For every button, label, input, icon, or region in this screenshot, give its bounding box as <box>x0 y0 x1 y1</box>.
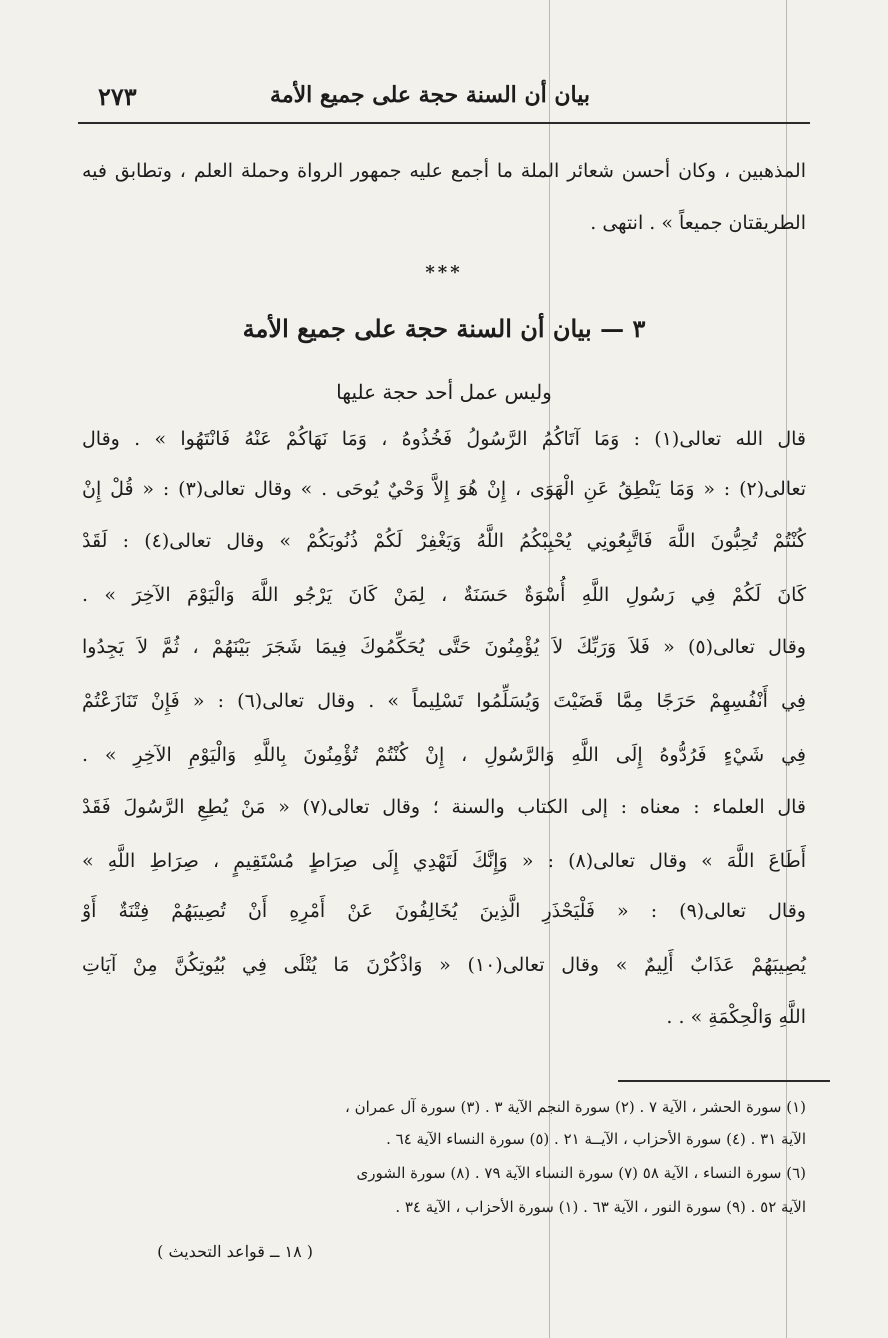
text-line: كَانَ لَكُمْ فِي رَسُولِ اللَّهِ أُسْوَةٌ حَسَنَةٌ ، لِمَنْ كَانَ يَرْجُو اللَّهَ وَالْيَوْمَ الآخِرَ » . <box>82 584 806 606</box>
footnote-rule <box>618 1080 830 1082</box>
section-separator: *** <box>425 262 463 283</box>
footnote-line: (١) سورة الحشر ، الآية ٧ . (٢) سورة النجم الآية ٣ . (٣) سورة آل عمران ، <box>344 1098 806 1116</box>
footnote-line: (٦) سورة النساء ، الآية ٥٨ (٧) سورة النساء الآية ٧٩ . (٨) سورة الشورى <box>356 1164 806 1182</box>
text-line: أَطَاعَ اللَّهَ » وقال تعالى(٨) : « وَإِنَّكَ لَتَهْدِي إِلَى صِرَاطٍ مُسْتَقِيمٍ ، صِرَاطِ اللَّهِ » <box>82 850 806 872</box>
page-number: ٢٧٣ <box>98 82 137 111</box>
book-signature: ( ١٨ ــ قواعد التحديث ) <box>157 1242 313 1261</box>
text-line: فِي أَنْفُسِهِمْ حَرَجًا مِمَّا قَضَيْتَ وَيُسَلِّمُوا تَسْلِيماً » . وقال تعالى(٦) : « فَإِنْ تَنَازَعْتُمْ <box>82 690 806 712</box>
footnote-line: الآية ٣١ . (٤) سورة الأحزاب ، الآيــة ٢١ . (٥) سورة النساء الآية ٦٤ . <box>386 1130 806 1148</box>
text-line: وقال تعالى(٥) « فَلاَ وَرَبِّكَ لاَ يُؤْمِنُونَ حَتَّى يُحَكِّمُوكَ فِيمَا شَجَرَ بَيْنَهُمْ ، ثُمَّ لاَ يَجِدُوا <box>82 636 806 658</box>
text-line: كُنْتُمْ تُحِبُّونَ اللَّهَ فَاتَّبِعُونِي يُحْبِبْكُمُ اللَّهُ وَيَغْفِرْ لَكُمْ ذُنُوبَكُمْ » وقال تعالى(٤) : لَقَدْ <box>82 530 806 552</box>
text-line: الطريقتان جميعاً » . انتهى . <box>590 212 806 234</box>
footnote-line: الآية ٥٢ . (٩) سورة النور ، الآية ٦٣ . (١) سورة الأحزاب ، الآية ٣٤ . <box>395 1198 806 1216</box>
text-line: فِي شَيْءٍ فَرُدُّوهُ إِلَى اللَّهِ وَالرَّسُولِ ، إِنْ كُنْتُمْ تُؤْمِنُونَ بِاللَّهِ وَالْيَوْمِ الآخِرِ » . <box>82 744 806 766</box>
running-title: بيان أن السنة حجة على جميع الأمة <box>270 82 590 108</box>
section-subtitle: وليس عمل أحد حجة عليها <box>336 380 552 404</box>
text-line: قال الله تعالى(١) : وَمَا آتَاكُمُ الرَّسُولُ فَخُذُوهُ ، وَمَا نَهَاكُمْ عَنْهُ فَانْتَهُوا » . وقال <box>82 428 806 450</box>
text-line: يُصِيبَهُمْ عَذَابٌ أَلِيمٌ » وقال تعالى(١٠) « وَاذْكُرْنَ مَا يُتْلَى فِي بُيُوتِكُنَّ مِنْ آيَاتِ <box>82 954 807 976</box>
text-line: قال العلماء : معناه : إلى الكتاب والسنة ؛ وقال تعالى(٧) « مَنْ يُطِعِ الرَّسُولَ فَقَدْ <box>82 796 806 818</box>
page-header <box>78 70 810 124</box>
text-line: تعالى(٢) : « وَمَا يَنْطِقُ عَنِ الْهَوَى ، إِنْ هُوَ إِلاَّ وَحْيٌ يُوحَى . » وقال تعالى(٣) : « قُلْ إِنْ <box>82 478 806 500</box>
section-heading: ٣ — بيان أن السنة حجة على جميع الأمة <box>242 314 646 343</box>
text-line: اللَّهِ وَالْحِكْمَةِ » . . <box>666 1006 806 1028</box>
text-line: وقال تعالى(٩) : « فَلْيَحْذَرِ الَّذِينَ يُخَالِفُونَ عَنْ أَمْرِهِ أَنْ تُصِيبَهُمْ فِتْنَةٌ أَوْ <box>82 900 806 922</box>
text-line: المذهبين ، وكان أحسن شعائر الملة ما أجمع عليه جمهور الرواة وحملة العلم ، وتطابق فيه <box>82 160 806 182</box>
